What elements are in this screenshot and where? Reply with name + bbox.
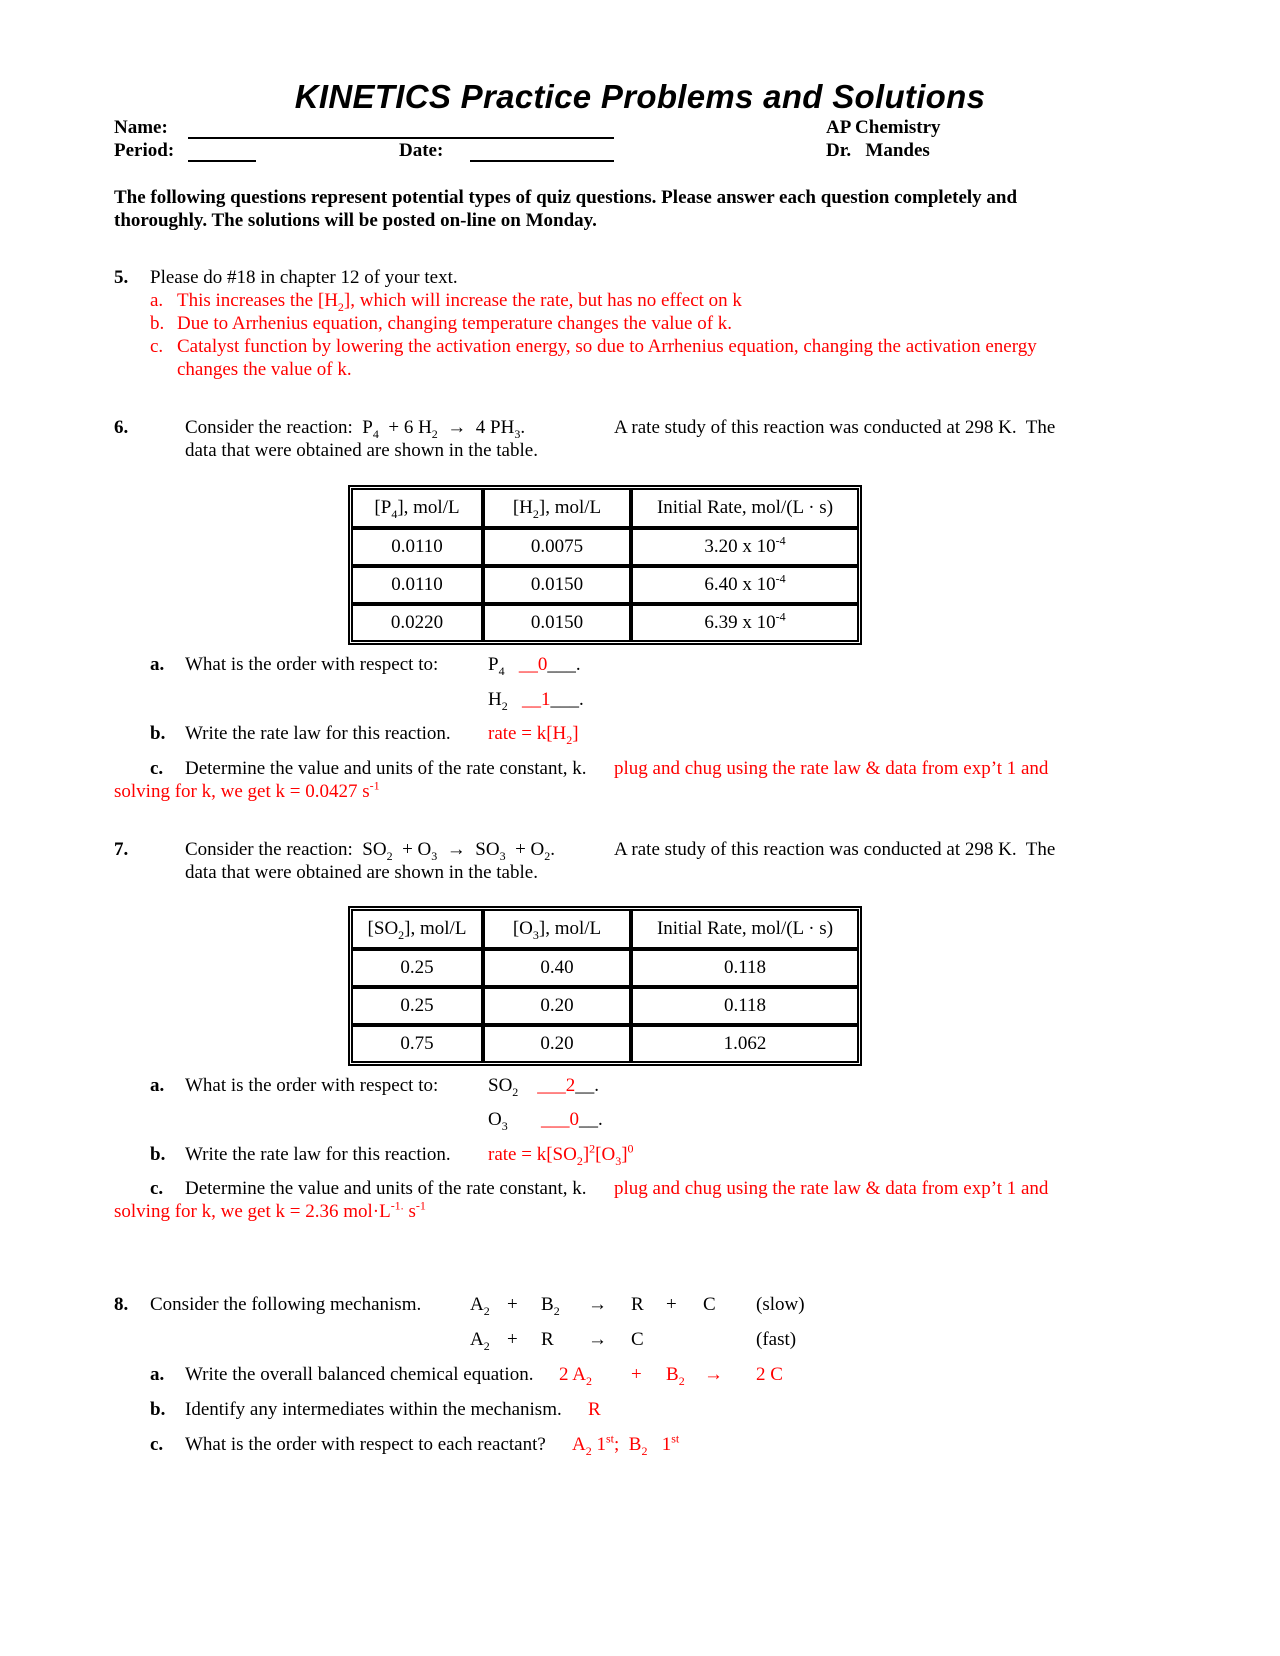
table-cell: 0.118 [632,988,858,1024]
q7-a-marker: a. [150,1075,165,1096]
q8-step1-speed: (slow) [756,1294,805,1315]
q8-c-answer: $A_2$ 1st; $B_2$ 1st [572,1431,680,1458]
q5-a-marker: a. [150,290,164,311]
table-cell: 0.0150 [484,605,630,641]
q5-b-answer: Due to Arrhenius equation, changing temperature changes the value of k. [177,313,733,334]
q8-b-answer: R [588,1399,601,1420]
q6-b-question: Write the rate law for this reaction. [185,723,451,744]
q8-step1-b: $B_2$ [541,1294,560,1318]
q7-reaction: Consider the reaction: $SO_2 + O_3 \to SO_3 + O_2$. [185,839,555,863]
q7-c-question: Determine the value and units of the rate constant, k. [185,1178,587,1199]
q8-a-answer-arrow: → [704,1364,723,1385]
teacher-label: Dr. Mandes [826,140,930,161]
table-cell: 0.0110 [352,529,482,565]
q7-c-answer-line1: plug and chug using the rate law & data from exp’t 1 and [614,1178,1049,1199]
table-cell: 0.0150 [484,567,630,603]
q5-number: 5. [114,267,129,288]
q8-a-question: Write the overall balanced chemical equation. [185,1364,534,1385]
page-title: KINETICS Practice Problems and Solutions [294,78,986,115]
q8-step1-r: R [631,1294,644,1315]
q6-c-question: Determine the value and units of the rate constant, k. [185,758,587,779]
q6-a-species-1: $P_4$ __0___. [488,654,581,678]
q5-c-answer-line2: changes the value of k. [177,359,352,380]
period-field[interactable] [188,142,256,162]
q8-c-marker: c. [150,1434,164,1455]
q6-c-marker: c. [150,758,164,779]
q7-header-so2: $[SO_2]$, mol/L [352,910,482,948]
table-row [352,950,858,986]
q7-data-table [348,906,862,1066]
q6-data-table [348,485,862,645]
table-cell: 0.75 [352,1026,482,1062]
q7-line2: data that were obtained are shown in the table. [185,862,538,883]
q6-a-marker: a. [150,654,165,675]
intro-text: The following questions represent potential types of quiz questions. Please answer each question completely and thoroughly. The solutions will be posted on-line on Monday. [114,187,1018,231]
q8-step2-r: R [541,1329,554,1350]
table-row [352,529,858,565]
q8-step2-arrow: → [588,1329,607,1350]
q8-b-question: Identify any intermediates within the mechanism. [185,1399,562,1420]
q8-c-question: What is the order with respect to each reactant? [185,1434,546,1455]
q8-a-answer-b: $B_2$ [666,1364,685,1388]
q6-rate-study: A rate study of this reaction was conducted at 298 K. The [614,417,1056,438]
q8-step1-plus2: + [666,1294,677,1315]
table-cell: 0.25 [352,950,482,986]
name-label: Name: [114,117,168,138]
q7-header-rate: Initial Rate, mol/(L · s) [632,910,858,948]
q6-header-p4: $[P_4]$, mol/L [352,489,482,527]
q7-a-species-1: $SO_2$ ___2__. [488,1075,600,1099]
name-field[interactable] [188,119,614,139]
course-label: AP Chemistry [826,117,941,138]
q7-number: 7. [114,839,129,860]
q7-b-question: Write the rate law for this reaction. [185,1144,451,1165]
q7-header-o3: $[O_3]$, mol/L [484,910,630,948]
table-cell: 0.0110 [352,567,482,603]
table-cell: 0.0220 [352,605,482,641]
table-cell: 0.0075 [484,529,630,565]
q6-header-rate: Initial Rate, mol/(L · s) [632,489,858,527]
q7-rate-study: A rate study of this reaction was conducted at 298 K. The [614,839,1056,860]
table-cell: 0.20 [484,1026,630,1062]
table-cell: 6.40 x $10^{-4}$ [632,567,858,603]
q6-c-answer-line2: solving for k, we get k = 0.0427 $s^{-1}$ [114,778,380,802]
q7-a-species-2: $O_3$ ___0__. [488,1109,603,1133]
table-cell: 0.25 [352,988,482,1024]
q7-b-marker: b. [150,1144,166,1165]
table-cell: 3.20 x $10^{-4}$ [632,529,858,565]
q5-a-answer: This increases the $[H_2]$, which will increase the rate, but has no effect on k [177,290,742,314]
q8-step2-a: $A_2$ [470,1329,490,1353]
table-row [352,988,858,1024]
q7-b-answer: rate = $k[SO_2]^2[O_3]^0$ [488,1141,634,1168]
q8-prompt: Consider the following mechanism. [150,1294,422,1315]
table-cell: 0.40 [484,950,630,986]
q8-a-answer-a: 2 $A_2$ [559,1364,592,1388]
q6-line2: data that were obtained are shown in the table. [185,440,538,461]
table-cell: 1.062 [632,1026,858,1062]
table-row [352,1026,858,1062]
q6-a-species-2: $H_2$ __1___. [488,689,584,713]
q8-step1-plus: + [507,1294,518,1315]
q7-c-answer-line2: solving for k, we get k = 2.36 $mol\cdot L^{-1.}$ $s^{-1}$ [114,1198,426,1222]
q6-header-h2: $[H_2]$, mol/L [484,489,630,527]
table-cell: 0.118 [632,950,858,986]
q5-b-marker: b. [150,313,165,334]
q6-c-answer-line1: plug and chug using the rate law & data from exp’t 1 and [614,758,1049,779]
period-label: Period: [114,140,175,161]
q8-step2-speed: (fast) [756,1329,797,1350]
q8-b-marker: b. [150,1399,166,1420]
table-row [352,567,858,603]
q6-a-question: What is the order with respect to: [185,654,439,675]
q8-a-marker: a. [150,1364,165,1385]
q8-step1-c: C [703,1294,716,1315]
q6-reaction: Consider the reaction: $P_4 + 6$ $H_2 \to 4$ $PH_3$. [185,417,526,441]
q7-a-question: What is the order with respect to: [185,1075,439,1096]
q8-a-answer-c: 2 C [756,1364,783,1385]
q5-c-answer-line1: Catalyst function by lowering the activation energy, so due to Arrhenius equation, changing the activation energy [177,336,1037,357]
q6-b-answer: rate = $k[H_2]$ [488,723,579,747]
q7-c-marker: c. [150,1178,164,1199]
q6-b-marker: b. [150,723,166,744]
q8-step1-a: $A_2$ [470,1294,490,1318]
table-cell: 6.39 x $10^{-4}$ [632,605,858,641]
q8-a-answer-plus: + [631,1364,642,1385]
date-field[interactable] [470,142,614,162]
q8-number: 8. [114,1294,129,1315]
q8-step2-plus: + [507,1329,518,1350]
q8-step2-c: C [631,1329,644,1350]
table-cell: 0.20 [484,988,630,1024]
q5-c-marker: c. [150,336,164,357]
q6-number: 6. [114,417,129,438]
table-row [352,605,858,641]
q8-step1-arrow: → [588,1294,607,1315]
q5-prompt: Please do #18 in chapter 12 of your text. [150,267,458,288]
date-label: Date: [399,140,444,161]
